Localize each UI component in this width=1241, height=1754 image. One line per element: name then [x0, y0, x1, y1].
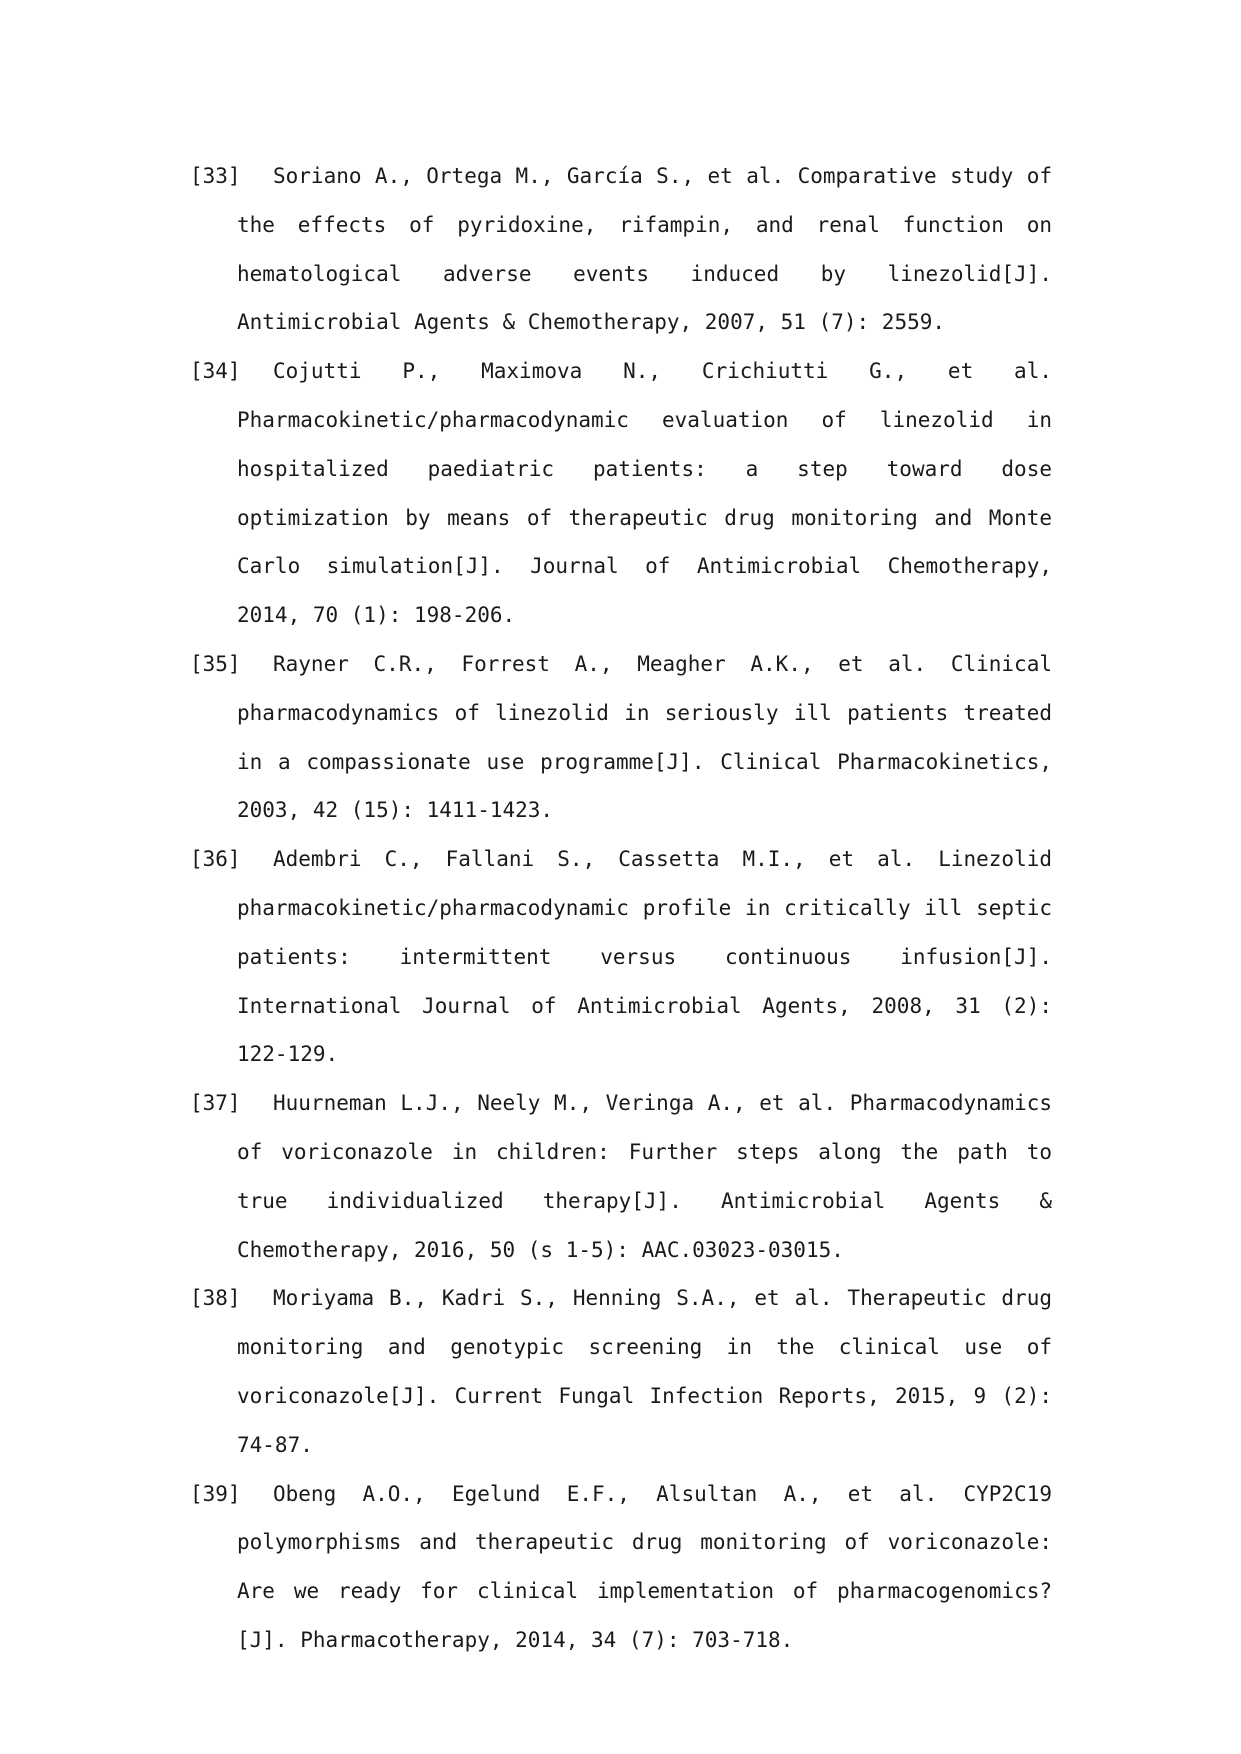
reference-number: [38]	[190, 1286, 241, 1311]
reference-list	[190, 152, 1052, 1665]
reference-item-37	[190, 1079, 1052, 1274]
reference-text: Soriano A., Ortega M., García S., et al. Comparative study of the effects of pyridoxine, rifampin, and renal function on hematological adverse events induced by linezolid[J]. Antimicrobial Agents & Chemotherapy, 2007, 51 (7): 2559.	[237, 164, 1052, 335]
reference-number: [36]	[190, 847, 241, 872]
reference-text: Adembri C., Fallani S., Cassetta M.I., et al. Linezolid pharmacokinetic/pharmacodynamic profile in critically ill septic patients: intermittent versus continuous infusion[J]. International Journal of Antimicrobial Agents, 2008, 31 (2): 122-129.	[237, 847, 1052, 1067]
reference-text: Cojutti P., Maximova N., Crichiutti G., et al. Pharmacokinetic/pharmacodynamic evaluation of linezolid in hospitalized paediatric patients: a step toward dose optimization by means of therapeutic drug monitoring and Monte Carlo simulation[J]. Journal of Antimicrobial Chemotherapy, 2014, 70 (1): 198-206.	[237, 359, 1052, 628]
reference-item-33	[190, 152, 1052, 347]
reference-number: [34]	[190, 359, 241, 384]
reference-item-38	[190, 1274, 1052, 1469]
reference-item-39	[190, 1470, 1052, 1665]
reference-text: Obeng A.O., Egelund E.F., Alsultan A., et al. CYP2C19 polymorphisms and therapeutic drug monitoring of voriconazole: Are we ready for clinical implementation of pharmacogenomics?[J]. Pharmacotherapy, 2014, 34 (7): 703-718.	[237, 1481, 1052, 1652]
reference-text: Rayner C.R., Forrest A., Meagher A.K., et al. Clinical pharmacodynamics of linezolid in seriously ill patients treated in a compassionate use programme[J]. Clinical Pharmacokinetics, 2003, 42 (15): 1411-1423.	[237, 651, 1052, 823]
reference-text: Huurneman L.J., Neely M., Veringa A., et al. Pharmacodynamics of voriconazole in children: Further steps along the path to true individualized therapy[J]. Antimicrobial Agents & Chemotherapy, 2016, 50 (s 1-5): AAC.03023-03015.	[237, 1091, 1052, 1262]
reference-item-34	[190, 347, 1052, 640]
reference-item-36	[190, 835, 1052, 1079]
reference-number: [35]	[190, 651, 241, 676]
reference-item-35	[190, 640, 1052, 835]
reference-number: [39]	[190, 1481, 241, 1506]
reference-number: [37]	[190, 1091, 241, 1116]
reference-text: Moriyama B., Kadri S., Henning S.A., et al. Therapeutic drug monitoring and genotypic screening in the clinical use of voriconazole[J]. Current Fungal Infection Reports, 2015, 9 (2): 74-87.	[237, 1286, 1052, 1457]
reference-number: [33]	[190, 164, 241, 188]
